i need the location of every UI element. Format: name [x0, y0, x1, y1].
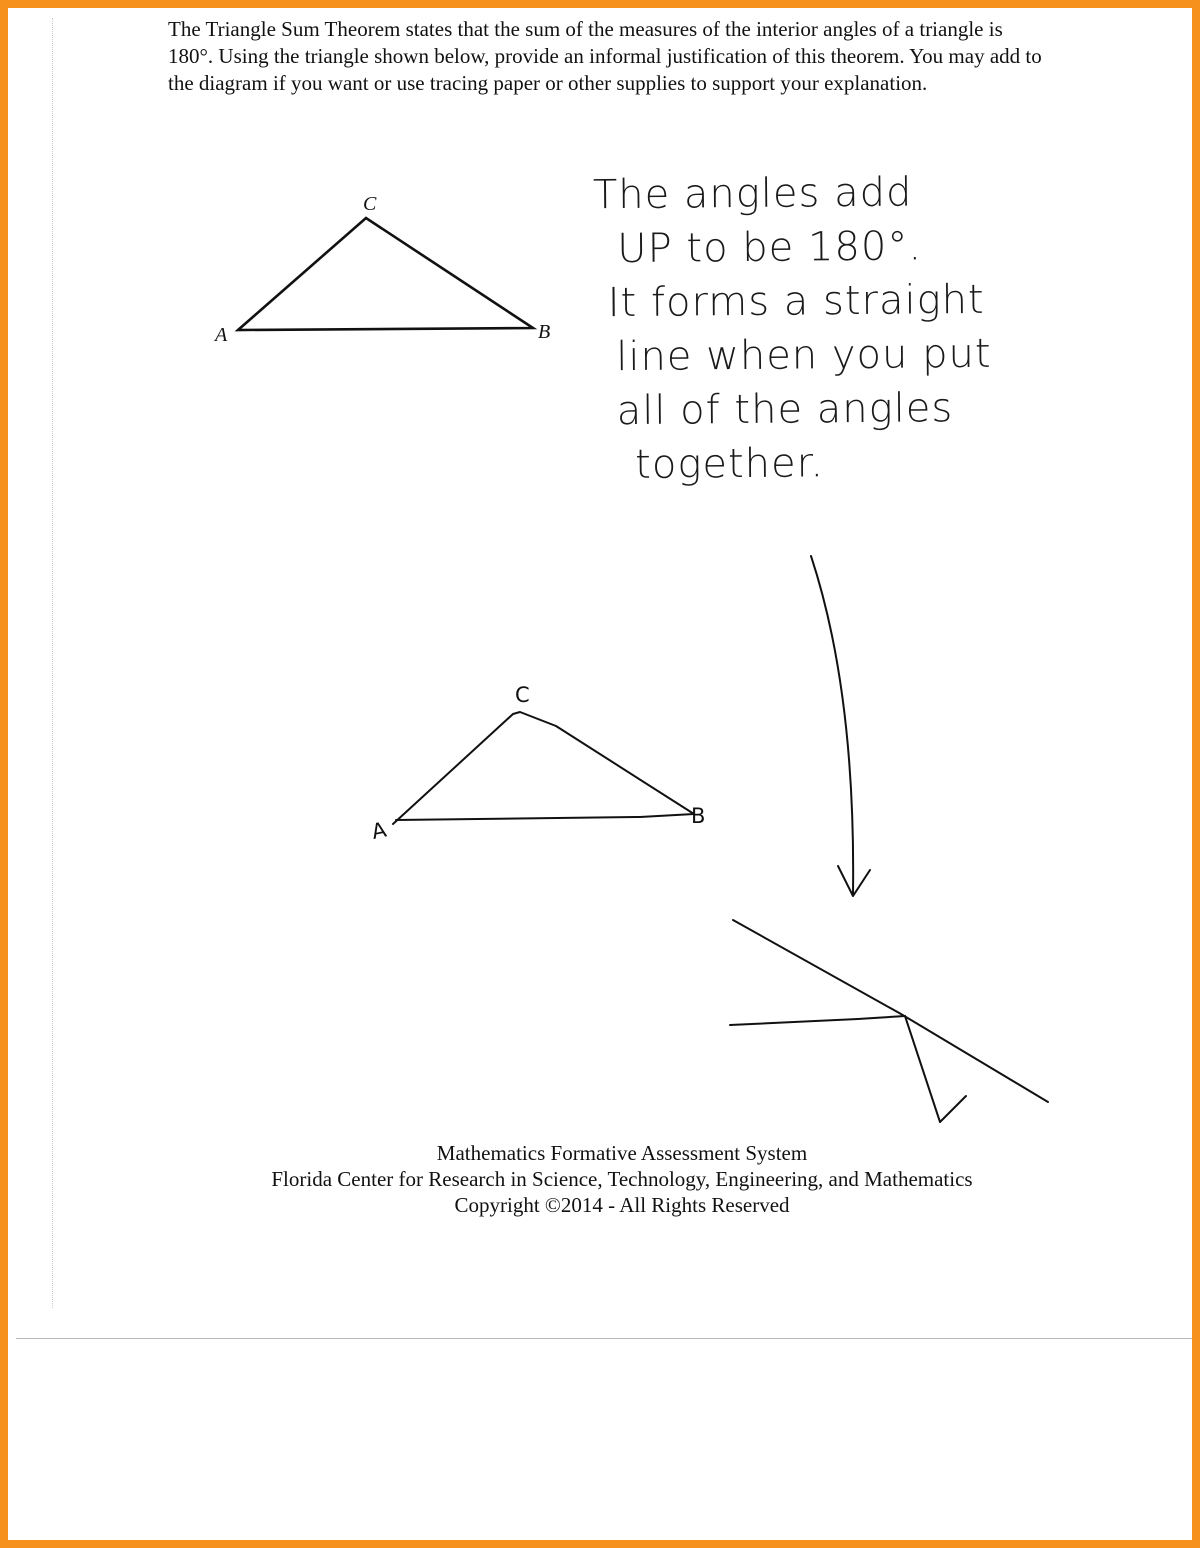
arrow-shaft	[811, 556, 853, 894]
downward-ray	[905, 1016, 966, 1122]
student-label-a: A	[369, 817, 389, 845]
printed-triangle-shape	[238, 218, 533, 330]
printed-label-b: B	[538, 321, 551, 343]
footer	[8, 1140, 1200, 1218]
printed-triangle	[213, 193, 550, 346]
student-answer	[593, 164, 1116, 493]
arrow-head	[838, 866, 870, 896]
student-label-b: B	[691, 804, 706, 828]
angles-together-sketch	[730, 920, 1048, 1122]
horizontal-ray	[730, 1016, 905, 1025]
footer-line-3: Copyright ©2014 - All Rights Reserved	[454, 1193, 790, 1217]
student-triangle-shape	[393, 712, 694, 824]
page-break-rule	[16, 1338, 1192, 1339]
printed-label-a: A	[215, 324, 228, 346]
footer-line-1: Mathematics Formative Assessment System	[436, 1141, 808, 1165]
prompt-text: The Triangle Sum Theorem states that the sum of the measures of the interior angles of a triangle is 180°. Using the triangle shown below, provide an informal justification of this theorem. You may add to the diagram if you want or use tracing paper or other supplies to support your explanation.	[168, 17, 1042, 95]
answer-line-3: It forms a straight	[607, 276, 985, 327]
answer-line-1: The angles add	[592, 169, 913, 219]
curved-arrow	[811, 556, 870, 896]
student-label-c: C	[515, 683, 530, 707]
answer-line-5: all of the angles	[616, 385, 954, 435]
answer-line-4: line when you put	[616, 330, 992, 381]
footer-line-2: Florida Center for Research in Science, Technology, Engineering, and Mathematics	[271, 1167, 973, 1191]
answer-line-2: UP to be 180°.	[617, 223, 923, 273]
left-margin-dots	[52, 18, 53, 1308]
straight-line	[733, 920, 1048, 1102]
answer-line-6: together.	[634, 440, 825, 488]
printed-label-c: C	[363, 193, 377, 215]
student-triangle	[369, 683, 705, 844]
